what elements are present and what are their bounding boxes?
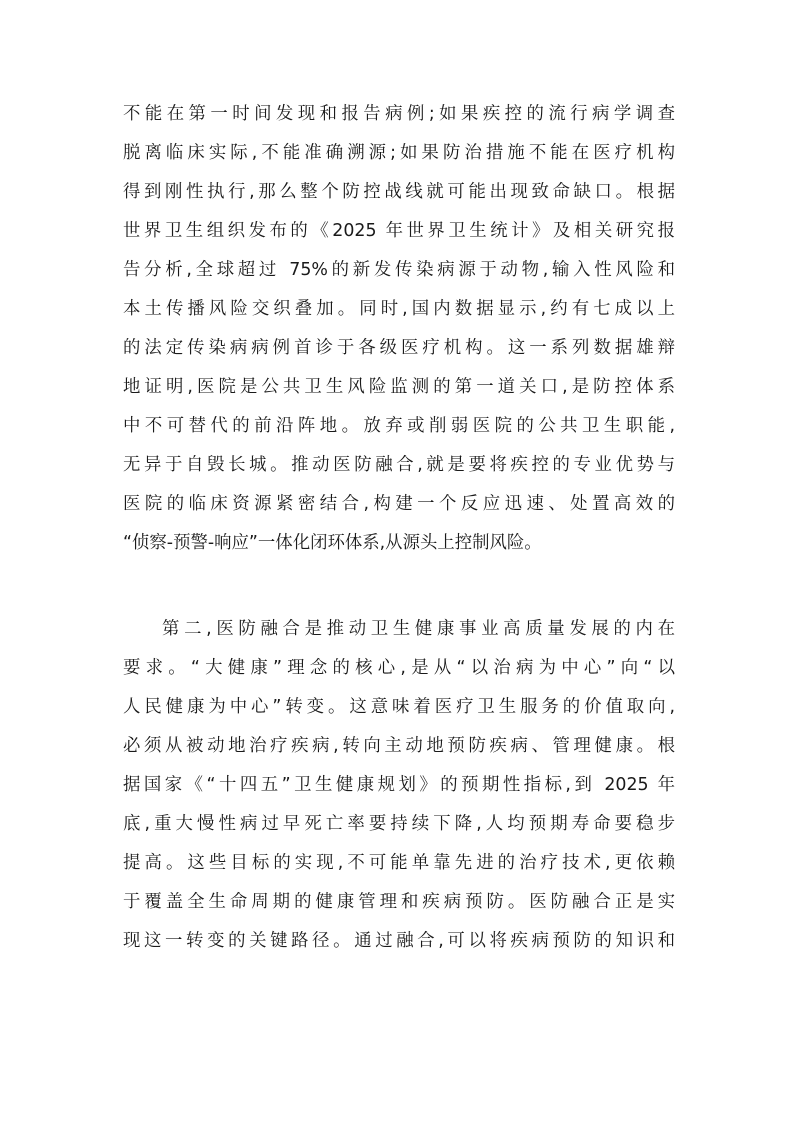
text-line: 提高。这些目标的实现,不可能单靠先进的治疗技术,更依赖 [123,853,675,873]
text-line: 世界卫生组织发布的《2025 年世界卫生统计》及相关研究报 [123,221,675,241]
text-line: 无异于自毁长城。推动医防融合,就是要将疾控的专业优势与 [123,455,675,475]
text-line: 中不可替代的前沿阵地。放弃或削弱医院的公共卫生职能, [123,416,675,436]
text-line: 底,重大慢性病过早死亡率要持续下降,人均预期寿命要稳步 [123,814,675,834]
text-line: 人民健康为中心”转变。这意味着医疗卫生服务的价值取向, [123,697,675,717]
text-line: 医院的临床资源紧密结合,构建一个反应迅速、处置高效的 [123,494,675,514]
text-line: 不能在第一时间发现和报告病例;如果疾控的流行病学调查 [123,104,675,124]
text-line: 告分析,全球超过 75%的新发传染病源于动物,输入性风险和 [123,260,675,280]
text-line: 现这一转变的关键路径。通过融合,可以将疾病预防的知识和 [123,931,675,951]
text-line: 的法定传染病病例首诊于各级医疗机构。这一系列数据雄辩 [123,338,675,358]
text-line: 第二,医防融合是推动卫生健康事业高质量发展的内在 [162,619,675,639]
text-line: “侦察-预警-响应”一体化闭环体系,从源头上控制风险。 [123,533,542,553]
text-line: 于覆盖全生命周期的健康管理和疾病预防。医防融合正是实 [123,892,675,912]
text-line: 据国家《“十四五”卫生健康规划》的预期性指标,到 2025 年 [123,775,675,795]
text-line: 本土传播风险交织叠加。同时,国内数据显示,约有七成以上 [123,299,675,319]
text-line: 必须从被动地治疗疾病,转向主动地预防疾病、管理健康。根 [123,736,675,756]
text-line: 脱离临床实际,不能准确溯源;如果防治措施不能在医疗机构 [123,143,675,163]
text-line: 要求。“大健康”理念的核心,是从“以治病为中心”向“以 [123,658,675,678]
text-line: 得到刚性执行,那么整个防控战线就可能出现致命缺口。根据 [123,182,675,202]
text-line: 地证明,医院是公共卫生风险监测的第一道关口,是防控体系 [123,377,675,397]
